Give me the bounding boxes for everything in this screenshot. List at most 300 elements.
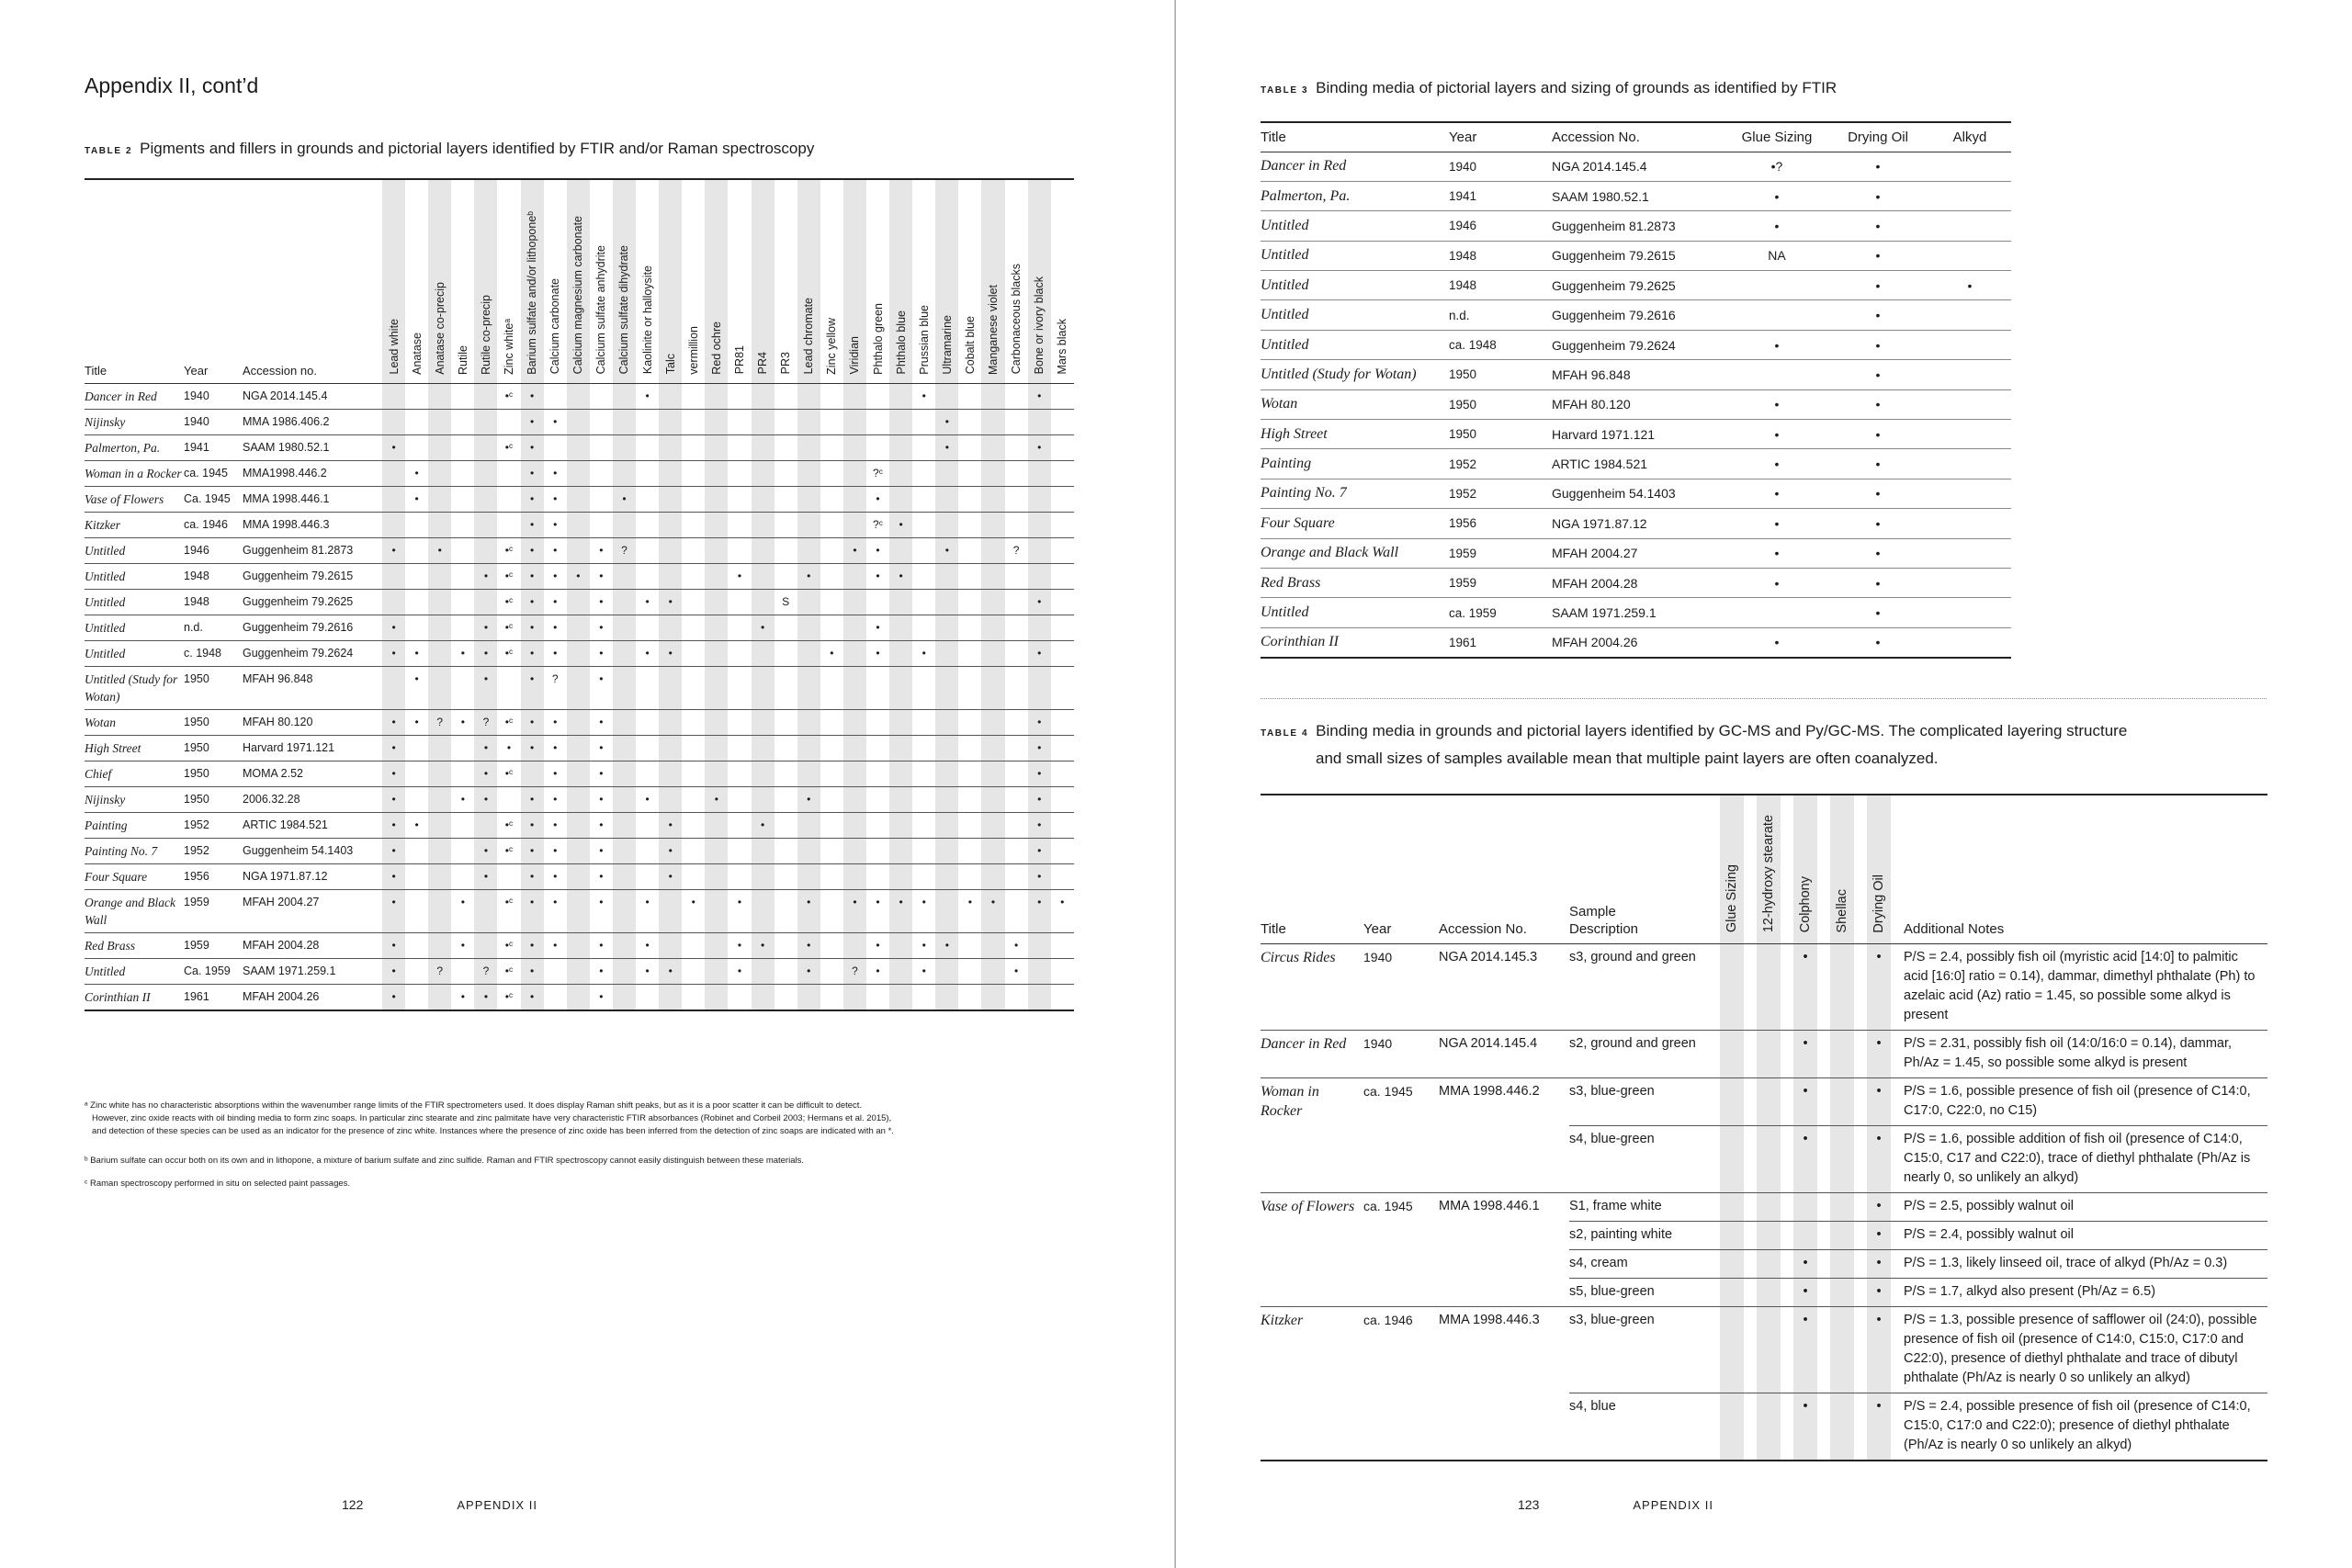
t2-cell-mark — [567, 589, 590, 615]
t2-cell-mark — [474, 889, 497, 932]
t2-cell-mark — [682, 863, 705, 889]
t4-cell-mark: • — [1867, 1077, 1891, 1125]
t4-col-notes: Additional Notes — [1904, 795, 2267, 943]
t2-cell-mark — [451, 434, 474, 460]
t2-cell-mark — [889, 984, 912, 1010]
t2-cell-mark: • — [1051, 889, 1074, 932]
t3-cell-alkyd — [1928, 598, 2011, 627]
t2-cell-mark — [382, 589, 405, 615]
t2-cell-mark — [1051, 984, 1074, 1010]
t3-cell-alkyd — [1928, 538, 2011, 568]
t3-cell-year: 1948 — [1449, 271, 1552, 300]
t3-cell-title: Untitled — [1261, 300, 1449, 330]
t2-cell-mark — [636, 735, 659, 761]
t2-col-pigment-label: PR4 — [756, 352, 770, 375]
t2-cell-mark — [958, 434, 981, 460]
t3-cell-accession: SAAM 1980.52.1 — [1552, 181, 1726, 210]
t4-row — [1261, 1125, 2267, 1192]
t2-cell-mark: ?ᶜ — [866, 460, 889, 486]
t2-cell-mark: • — [382, 958, 405, 984]
t2-cell-mark — [843, 615, 866, 640]
t2-cell-mark — [775, 838, 797, 863]
t2-cell-mark — [935, 512, 958, 537]
t2-cell-mark — [752, 383, 775, 409]
t2-cell-mark — [682, 589, 705, 615]
t2-cell-mark: • — [1028, 735, 1051, 761]
t2-cell-mark: • — [567, 563, 590, 589]
t3-cell-year: 1950 — [1449, 389, 1552, 419]
t2-cell-mark — [935, 786, 958, 812]
t2-cell-mark — [912, 460, 935, 486]
t2-cell-mark — [659, 786, 682, 812]
t2-cell-year: 1940 — [184, 383, 243, 409]
t2-cell-mark: • — [521, 838, 544, 863]
t4-cell-year — [1363, 1221, 1439, 1249]
t2-cell-mark — [752, 486, 775, 512]
t2-cell-mark — [981, 460, 1004, 486]
t2-cell-accession: Guggenheim 79.2615 — [243, 563, 382, 589]
t4-cell-gap — [1817, 1393, 1830, 1461]
t3-row — [1261, 181, 2011, 210]
t2-cell-mark — [958, 761, 981, 786]
t3-cell-glue-sizing: • — [1726, 330, 1827, 359]
t2-cell-mark — [728, 709, 751, 735]
t2-cell-mark: • — [866, 486, 889, 512]
t2-cell-mark — [866, 984, 889, 1010]
t2-cell-title: Wotan — [85, 709, 184, 735]
t4-cell-notes: P/S = 2.4, possibly fish oil (myristic acid [14:0] to palmitic acid [16:0] ratio = 0.14), dammar, dimethyl phthalate (Ph) to azelaic acid (Az) ratio = 1.45, so possible some alkyd is present — [1904, 943, 2267, 1030]
t2-cell-mark — [889, 486, 912, 512]
t2-cell-mark — [428, 812, 451, 838]
t2-col-pigment — [405, 179, 428, 383]
t2-cell-mark: • — [521, 932, 544, 958]
t2-col-pigment-label: Kaolinite or halloysite — [640, 265, 654, 375]
t2-cell-mark: • — [382, 640, 405, 666]
t2-cell-mark — [889, 666, 912, 709]
t2-col-pigment — [613, 179, 636, 383]
t2-cell-mark: • — [382, 932, 405, 958]
t2-cell-mark — [451, 812, 474, 838]
t2-cell-mark: • — [590, 589, 613, 615]
t2-cell-mark — [797, 735, 820, 761]
t2-cell-mark — [705, 958, 728, 984]
t2-cell-mark — [1005, 761, 1028, 786]
t4-cell-gap — [1891, 1192, 1904, 1221]
t2-cell-mark — [728, 512, 751, 537]
t2-cell-mark — [705, 434, 728, 460]
t2-cell-mark — [636, 409, 659, 434]
t2-cell-mark — [866, 383, 889, 409]
t2-cell-mark — [1005, 460, 1028, 486]
t2-cell-mark — [958, 537, 981, 563]
t2-cell-mark — [889, 434, 912, 460]
t2-col-pigment-label: Phthalo blue — [894, 310, 908, 375]
t2-cell-mark — [613, 563, 636, 589]
t2-cell-mark — [820, 383, 843, 409]
t2-cell-mark: • — [405, 666, 428, 709]
t3-col-title: Title — [1261, 122, 1449, 152]
t2-row — [85, 640, 1074, 666]
t2-cell-mark — [659, 383, 682, 409]
t2-cell-mark — [1005, 735, 1028, 761]
t2-col-pigment-label: PR3 — [779, 352, 793, 375]
t2-cell-mark — [474, 434, 497, 460]
t2-cell-mark — [958, 812, 981, 838]
t2-cell-mark — [451, 958, 474, 984]
t4-row — [1261, 1077, 2267, 1125]
t2-col-pigment-label: Lead white — [387, 319, 401, 375]
t2-cell-mark — [636, 863, 659, 889]
t2-cell-mark: • — [682, 889, 705, 932]
t4-cell-mark — [1720, 1278, 1744, 1306]
t4-cell-notes: P/S = 1.3, possible presence of safflower oil (24:0), possible presence of fish oil (presence of C14:0, C15:0, C17:0 and C22:0), presence of diethyl phthalate and trace of dibutyl phthalate (Ph/Az is nearly 0 so unlikely an alkyd) — [1904, 1306, 2267, 1393]
t4-cell-mark — [1830, 1125, 1854, 1192]
t2-cell-mark: • — [866, 563, 889, 589]
t2-cell-mark — [497, 486, 520, 512]
t2-cell-mark — [474, 512, 497, 537]
t2-cell-mark: •ᶜ — [497, 932, 520, 958]
t2-cell-mark — [636, 838, 659, 863]
t2-cell-mark — [659, 761, 682, 786]
t4-cell-gap — [1891, 1221, 1904, 1249]
t2-cell-mark: ? — [1005, 537, 1028, 563]
t3-cell-alkyd — [1928, 479, 2011, 508]
t2-row — [85, 709, 1074, 735]
t2-cell-mark: • — [521, 666, 544, 709]
t4-cell-mark — [1757, 1278, 1781, 1306]
t2-cell-mark: • — [958, 889, 981, 932]
t2-cell-mark — [613, 615, 636, 640]
t4-cell-mark — [1830, 1278, 1854, 1306]
t2-cell-mark — [567, 486, 590, 512]
page-number: 123 — [1518, 1497, 1540, 1512]
t2-cell-mark — [1051, 666, 1074, 709]
t2-col-pigment-label: Manganese violet — [986, 284, 1000, 375]
t2-cell-mark — [1005, 812, 1028, 838]
t2-cell-mark — [567, 640, 590, 666]
t2-cell-mark — [521, 761, 544, 786]
t4-cell-gap — [1744, 1125, 1757, 1192]
t3-col-drying-oil: Drying Oil — [1827, 122, 1928, 152]
t4-cell-mark — [1757, 1030, 1781, 1077]
t2-cell-mark: • — [797, 786, 820, 812]
t2-cell-mark — [613, 460, 636, 486]
t2-cell-mark — [752, 434, 775, 460]
t4-cell-year — [1363, 1249, 1439, 1278]
t2-cell-mark: • — [382, 863, 405, 889]
t2-cell-accession: MMA 1998.446.1 — [243, 486, 382, 512]
t4-cell-title: Dancer in Red — [1261, 1030, 1363, 1077]
t4-row — [1261, 1393, 2267, 1461]
t3-cell-title: Untitled (Study for Wotan) — [1261, 360, 1449, 389]
t2-cell-year: 1956 — [184, 863, 243, 889]
t4-cell-gap — [1891, 1030, 1904, 1077]
t4-cell-mark: • — [1793, 1077, 1817, 1125]
appendix-title: Appendix II, cont’d — [85, 73, 259, 97]
t2-cell-mark — [843, 812, 866, 838]
t2-cell-mark — [889, 812, 912, 838]
t2-cell-mark — [797, 537, 820, 563]
t2-col-pigment-label: Talc — [663, 354, 677, 375]
t4-cell-gap — [1817, 1249, 1830, 1278]
t2-cell-mark — [820, 863, 843, 889]
t3-cell-alkyd — [1928, 360, 2011, 389]
t2-cell-mark: ? — [428, 958, 451, 984]
t2-cell-mark: • — [590, 984, 613, 1010]
t2-cell-mark — [981, 666, 1004, 709]
t2-cell-mark: • — [728, 889, 751, 932]
t2-cell-mark: • — [544, 563, 567, 589]
t4-cell-mark — [1830, 943, 1854, 1030]
t2-cell-mark: • — [728, 932, 751, 958]
t2-cell-mark — [705, 889, 728, 932]
t2-cell-mark — [889, 537, 912, 563]
t2-cell-mark: • — [912, 958, 935, 984]
t2-cell-year: 1961 — [184, 984, 243, 1010]
t2-cell-mark — [981, 709, 1004, 735]
t2-cell-mark — [912, 615, 935, 640]
t2-row — [85, 563, 1074, 589]
t3-row — [1261, 479, 2011, 508]
t4-cell-gap — [1781, 1221, 1793, 1249]
t2-cell-mark: • — [1028, 640, 1051, 666]
t2-cell-mark: • — [382, 838, 405, 863]
t2-col-pigment — [636, 179, 659, 383]
t3-cell-year: ca. 1948 — [1449, 330, 1552, 359]
t2-cell-mark: • — [752, 812, 775, 838]
t4-cell-mark — [1720, 943, 1744, 1030]
t2-cell-mark — [775, 537, 797, 563]
t2-cell-mark — [1005, 563, 1028, 589]
t4-cell-title: Circus Rides — [1261, 943, 1363, 1030]
t4-cell-gap — [1744, 1306, 1757, 1393]
t2-cell-accession: NGA 1971.87.12 — [243, 863, 382, 889]
t3-cell-accession: Guggenheim 79.2624 — [1552, 330, 1726, 359]
t4-row — [1261, 1306, 2267, 1393]
t2-cell-mark — [705, 838, 728, 863]
t2-cell-mark: • — [636, 889, 659, 932]
t2-cell-mark — [797, 863, 820, 889]
t2-cell-year: Ca. 1945 — [184, 486, 243, 512]
t4-cell-mark: • — [1793, 943, 1817, 1030]
t3-cell-title: Painting No. 7 — [1261, 479, 1449, 508]
t3-cell-year: 1952 — [1449, 479, 1552, 508]
t3-cell-accession: Guggenheim 79.2616 — [1552, 300, 1726, 330]
t3-cell-accession: MFAH 2004.27 — [1552, 538, 1726, 568]
t3-cell-year: ca. 1959 — [1449, 598, 1552, 627]
t2-col-pigment-label: Rutile co-precip — [479, 294, 492, 375]
t2-cell-mark: •ᶜ — [497, 889, 520, 932]
t2-cell-mark — [428, 786, 451, 812]
t2-cell-mark — [775, 863, 797, 889]
t3-cell-alkyd — [1928, 211, 2011, 241]
t2-cell-mark — [752, 709, 775, 735]
t3-cell-drying-oil: • — [1827, 152, 1928, 181]
t2-cell-mark: • — [544, 863, 567, 889]
t2-cell-mark — [405, 563, 428, 589]
t2-cell-mark: • — [797, 932, 820, 958]
t2-cell-mark — [613, 958, 636, 984]
t3-cell-drying-oil: • — [1827, 360, 1928, 389]
t2-cell-mark — [728, 537, 751, 563]
t2-cell-mark — [752, 666, 775, 709]
t2-cell-mark — [775, 889, 797, 932]
t2-cell-mark — [682, 812, 705, 838]
t2-cell-mark: • — [912, 383, 935, 409]
t2-col-title: Title — [85, 179, 184, 383]
t4-cell-gap — [1781, 1393, 1793, 1461]
t3-row — [1261, 509, 2011, 538]
t2-cell-mark — [405, 735, 428, 761]
t4-cell-year: ca. 1946 — [1363, 1306, 1439, 1393]
t2-col-pigment — [843, 179, 866, 383]
t2-col-pigment-label: Prussian blue — [917, 304, 931, 375]
t2-cell-mark — [797, 709, 820, 735]
t2-cell-mark — [797, 460, 820, 486]
t2-col-pigment-label: Bone or ivory black — [1033, 276, 1046, 375]
t2-cell-mark — [428, 761, 451, 786]
t2-cell-mark — [613, 434, 636, 460]
t2-cell-mark — [935, 486, 958, 512]
t2-cell-mark — [636, 812, 659, 838]
t2-cell-mark — [428, 512, 451, 537]
t2-col-year: Year — [184, 179, 243, 383]
t2-cell-mark — [636, 563, 659, 589]
t2-row — [85, 863, 1074, 889]
t2-cell-mark — [775, 512, 797, 537]
t2-cell-mark: • — [474, 838, 497, 863]
t2-cell-mark — [1051, 615, 1074, 640]
t2-cell-mark: •ᶜ — [497, 709, 520, 735]
t4-cell-mark — [1757, 1125, 1781, 1192]
t2-cell-mark — [752, 589, 775, 615]
t2-cell-mark — [752, 537, 775, 563]
t2-cell-mark: •ᶜ — [497, 589, 520, 615]
t2-cell-accession: Guggenheim 54.1403 — [243, 838, 382, 863]
t2-cell-year: 1950 — [184, 735, 243, 761]
t2-cell-mark: • — [382, 615, 405, 640]
t2-cell-accession: Guggenheim 81.2873 — [243, 537, 382, 563]
t2-cell-accession: MFAH 2004.26 — [243, 984, 382, 1010]
t3-row — [1261, 360, 2011, 389]
t2-cell-mark: • — [820, 640, 843, 666]
t4-cell-year — [1363, 1393, 1439, 1461]
t2-cell-mark: • — [613, 486, 636, 512]
t2-cell-mark — [682, 563, 705, 589]
t4-cell-mark: • — [1867, 1030, 1891, 1077]
t4-cell-gap — [1891, 1393, 1904, 1461]
t2-cell-mark — [981, 512, 1004, 537]
t4-cell-gap — [1891, 943, 1904, 1030]
t2-cell-mark — [843, 434, 866, 460]
t3-row — [1261, 330, 2011, 359]
t2-cell-mark — [613, 383, 636, 409]
t4-cell-gap — [1744, 1192, 1757, 1221]
t4-cell-gap — [1817, 943, 1830, 1030]
t2-cell-mark — [935, 589, 958, 615]
t4-cell-notes: P/S = 2.31, possibly fish oil (14:0/16:0 = 0.14), dammar, Ph/Az = 1.45, so possible some alkyd is present — [1904, 1030, 2267, 1077]
t4-cell-sample: s4, cream — [1569, 1249, 1720, 1278]
t2-cell-mark — [705, 761, 728, 786]
t2-cell-mark: • — [590, 889, 613, 932]
t2-col-pigment-label: Lead chromate — [802, 298, 816, 375]
t3-cell-year: 1940 — [1449, 152, 1552, 181]
t2-cell-mark — [958, 563, 981, 589]
t2-cell-mark — [567, 537, 590, 563]
t2-col-pigment-label: Zinc whiteᵃ — [503, 318, 516, 375]
folio-left — [342, 1497, 537, 1512]
t2-cell-mark — [1005, 409, 1028, 434]
t2-cell-year: 1952 — [184, 812, 243, 838]
t2-cell-mark — [820, 666, 843, 709]
t2-cell-mark — [659, 486, 682, 512]
t2-cell-mark — [843, 486, 866, 512]
t2-cell-mark: • — [866, 889, 889, 932]
t2-cell-mark — [451, 383, 474, 409]
t2-col-pigment — [497, 179, 520, 383]
t2-col-pigment-label: Calcium magnesium carbonate — [571, 216, 585, 375]
t2-cell-mark — [935, 666, 958, 709]
t3-cell-alkyd — [1928, 389, 2011, 419]
table2-container — [85, 178, 1074, 1011]
t3-row — [1261, 420, 2011, 449]
t3-cell-glue-sizing: • — [1726, 420, 1827, 449]
t2-cell-title: Four Square — [85, 863, 184, 889]
t2-cell-mark — [728, 615, 751, 640]
t4-cell-gap — [1817, 1306, 1830, 1393]
t3-cell-year: n.d. — [1449, 300, 1552, 330]
t3-cell-accession: SAAM 1971.259.1 — [1552, 598, 1726, 627]
t4-cell-sample: s4, blue-green — [1569, 1125, 1720, 1192]
t4-cell-accession: NGA 2014.145.3 — [1439, 943, 1569, 1030]
t2-cell-mark: • — [752, 615, 775, 640]
t2-cell-mark — [659, 932, 682, 958]
t2-row — [85, 984, 1074, 1010]
t2-cell-mark — [613, 812, 636, 838]
t4-cell-gap — [1744, 1393, 1757, 1461]
t2-cell-mark — [820, 615, 843, 640]
t2-col-pigment — [889, 179, 912, 383]
t2-cell-mark — [1051, 863, 1074, 889]
t2-cell-title: Woman in a Rocker — [85, 460, 184, 486]
t2-cell-mark — [981, 537, 1004, 563]
t2-cell-mark — [775, 383, 797, 409]
t3-cell-alkyd — [1928, 241, 2011, 270]
t2-col-pigment-label: Rutile — [456, 344, 469, 375]
t2-cell-mark: • — [866, 640, 889, 666]
t4-cell-title — [1261, 1278, 1363, 1306]
t2-cell-mark — [958, 409, 981, 434]
t2-cell-year: 1959 — [184, 889, 243, 932]
t2-cell-mark — [1051, 735, 1074, 761]
t2-cell-mark — [1028, 984, 1051, 1010]
t2-cell-mark — [1051, 812, 1074, 838]
t3-cell-alkyd — [1928, 330, 2011, 359]
t2-cell-mark — [497, 460, 520, 486]
t2-cell-mark — [981, 486, 1004, 512]
t3-cell-alkyd — [1928, 300, 2011, 330]
t2-cell-mark — [775, 434, 797, 460]
t2-cell-mark — [682, 460, 705, 486]
t2-cell-mark — [958, 838, 981, 863]
t2-cell-mark — [636, 666, 659, 709]
t2-row — [85, 838, 1074, 863]
t3-cell-drying-oil: • — [1827, 330, 1928, 359]
t3-cell-glue-sizing: • — [1726, 181, 1827, 210]
t2-col-pigment — [752, 179, 775, 383]
t2-cell-mark: • — [590, 812, 613, 838]
t2-cell-mark — [775, 932, 797, 958]
